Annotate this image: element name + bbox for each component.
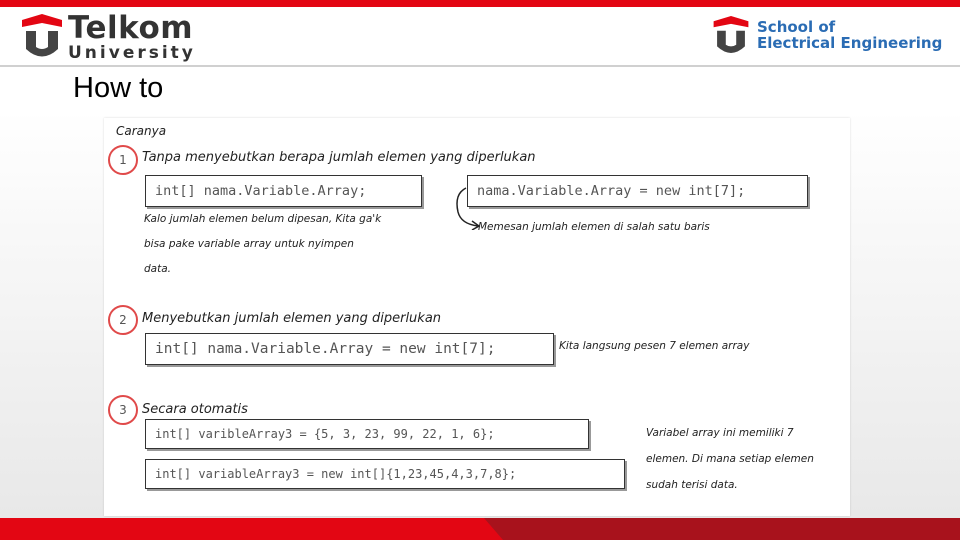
step-1-code-declaration: int[] nama.Variable.Array; [145,175,422,207]
step-1-allocation-note: Memesan jumlah elemen di salah satu baris [478,221,710,233]
caption-caranya: Caranya [116,124,167,138]
step-2-heading: Menyebutkan jumlah elemen yang diperlukan [142,311,442,326]
logo-brand-text: Telkom [68,9,194,46]
slide-title: How to [73,72,164,104]
step-1-note-line1: Kalo jumlah elemen belum dipesan, Kita ga'k [144,213,382,225]
step-3-note-line1: Variabel array ini memiliki 7 [646,427,794,439]
step-1-note-line3: data. [144,263,171,275]
step-1-heading: Tanpa menyebutkan berapa jumlah elemen yang diperlukan [142,150,536,165]
telkom-logo-mark [22,14,62,60]
school-logo [713,11,942,61]
step-2-number: 2 [108,305,138,335]
content-image-panel [104,118,850,516]
footer-dark-bar [484,518,960,540]
step-2-note: Kita langsung pesen 7 elemen array [559,340,750,352]
step-2-code: int[] nama.Variable.Array = new int[7]; [145,333,554,365]
school-logo-mark [713,16,749,56]
school-name-line2: Electrical Engineering [757,34,943,52]
step-3-number: 3 [108,395,138,425]
top-accent-bar [0,0,960,7]
step-1-number: 1 [108,145,138,175]
step-3-note-line3: sudah terisi data. [646,479,738,491]
slide-header [0,7,960,67]
step-3-code-initializer: int[] varibleArray3 = {5, 3, 23, 99, 22, 1, 6}; [145,419,589,449]
telkom-university-logo [22,9,196,63]
logo-sub-text: University [68,42,196,63]
step-3-note-line2: elemen. Di mana setiap elemen [646,453,814,465]
step-1-code-allocation: nama.Variable.Array = new int[7]; [467,175,808,207]
step-1-note-line2: bisa pake variable array untuk nyimpen [144,238,354,250]
step-3-code-new-array: int[] variableArray3 = new int[]{1,23,45,4,3,7,8}; [145,459,625,489]
school-name-line1: School of [757,18,836,37]
step-3-heading: Secara otomatis [142,402,248,417]
